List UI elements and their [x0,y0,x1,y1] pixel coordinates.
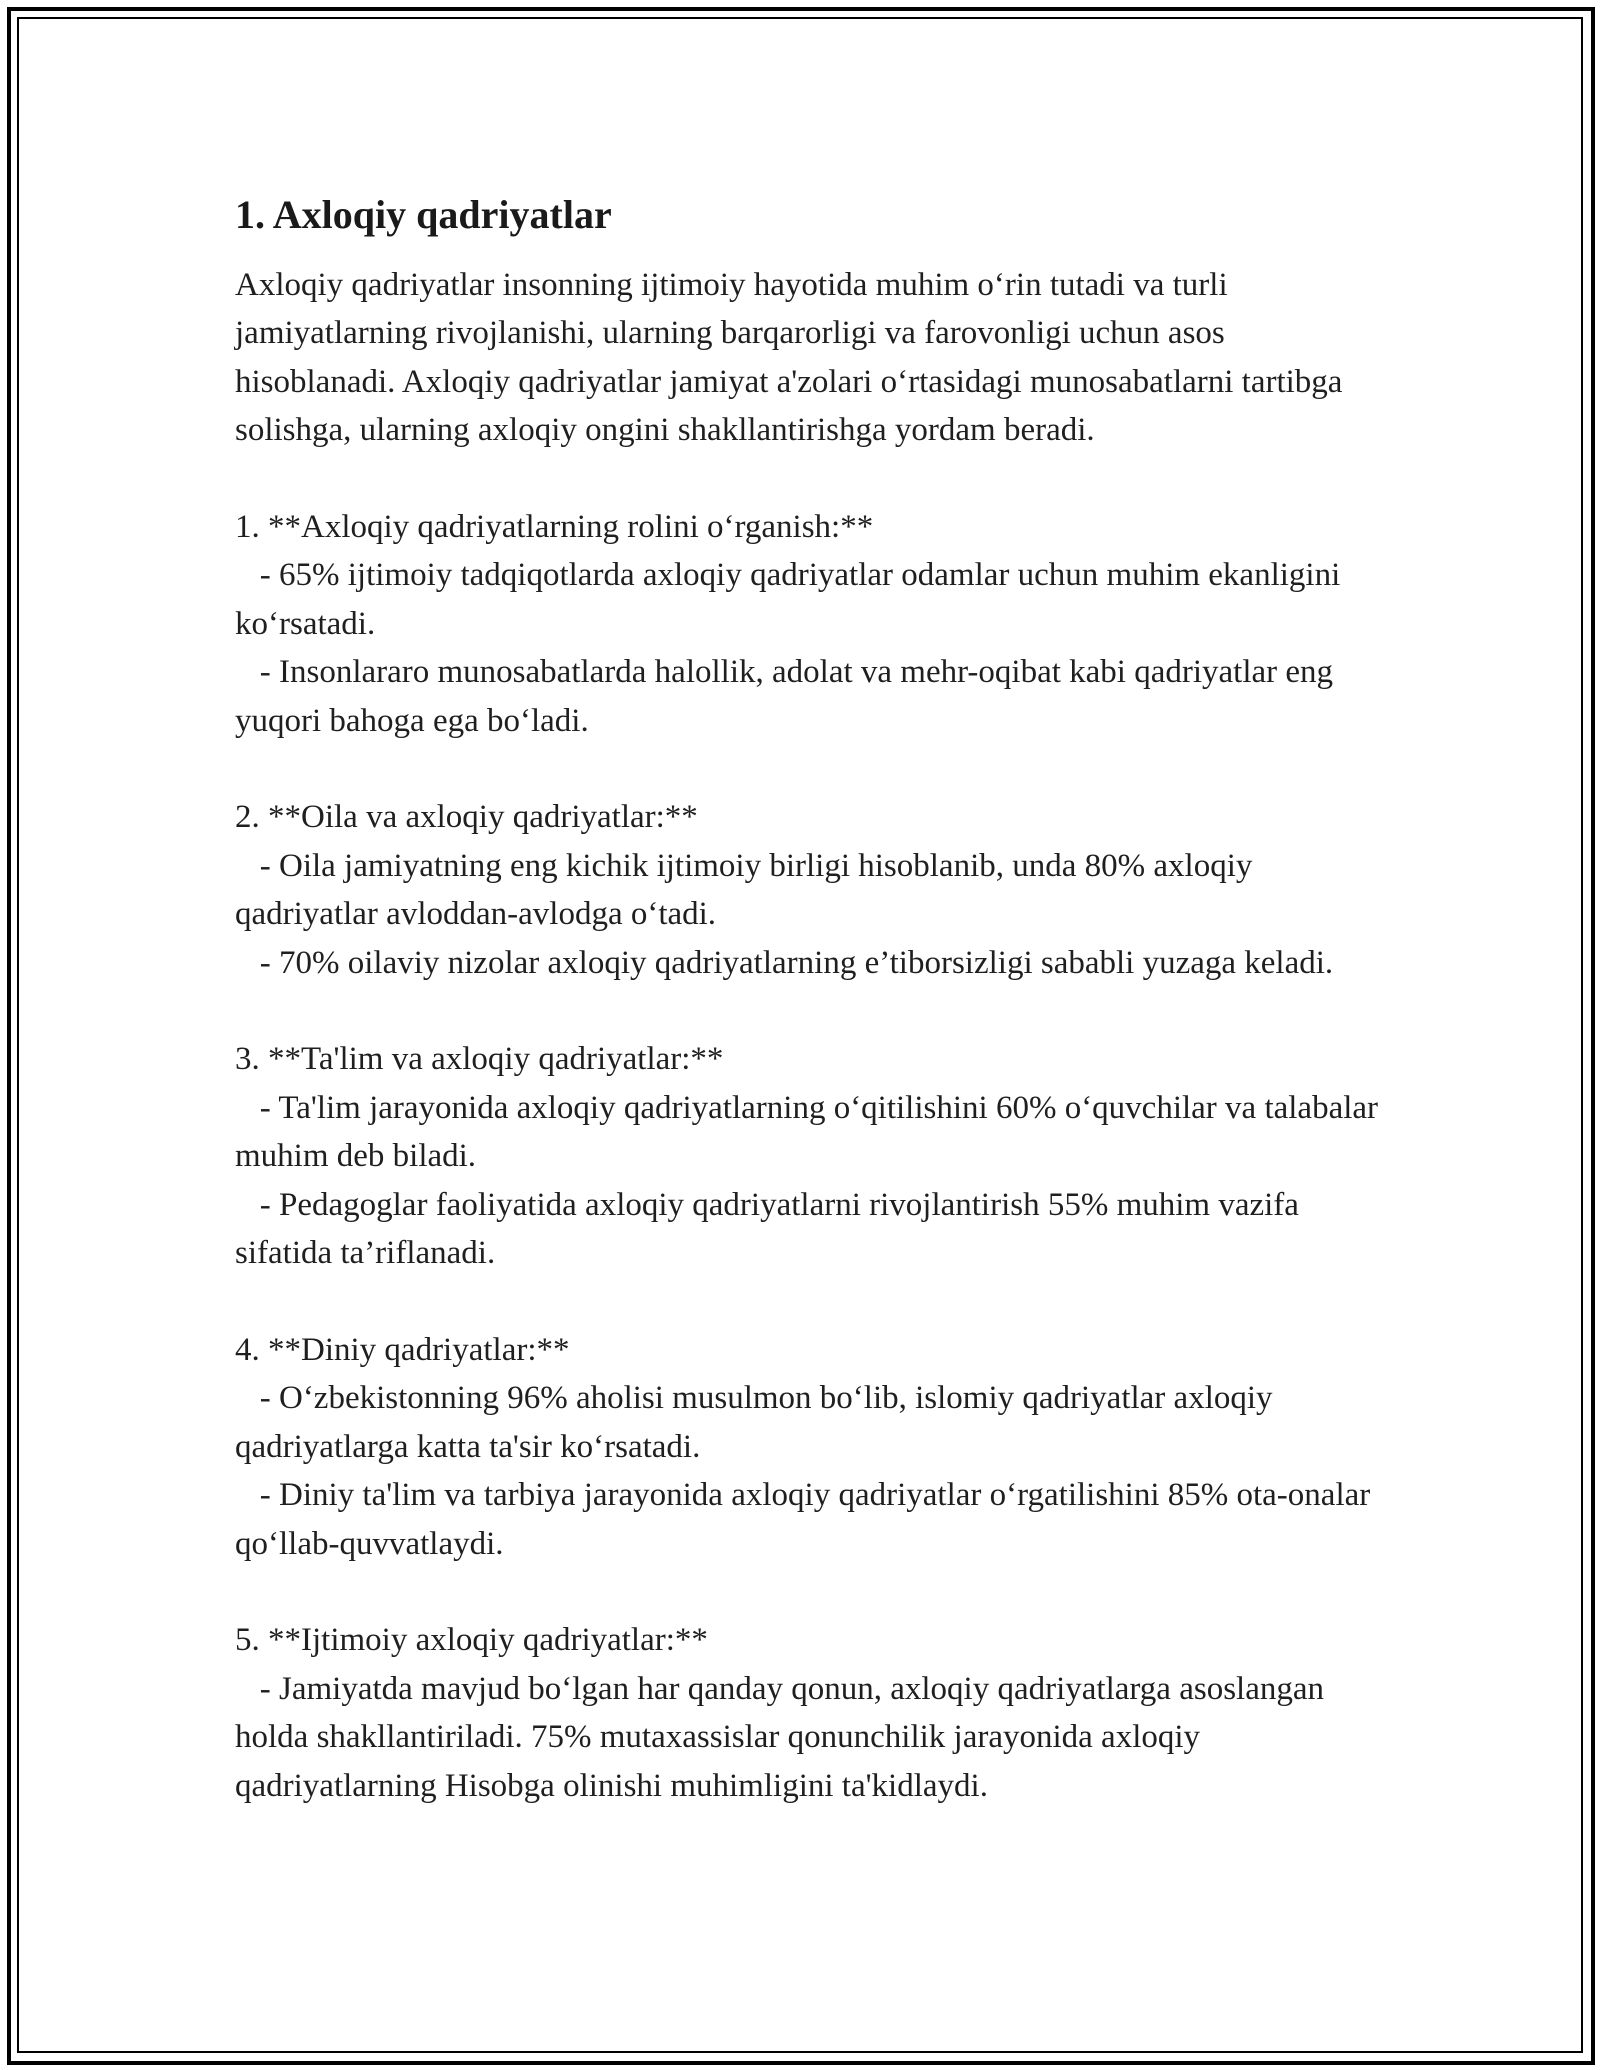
document-body [235,185,1385,1810]
section-3 [235,1035,1385,1277]
section-bullet: - Ta'lim jarayonida axloqiy qadriyatlarning o‘qitilishini 60% o‘quvchilar va talabalar muhim deb biladi. [235,1089,1387,1175]
section-heading: 4. **Diniy qadriyatlar:** [235,1331,570,1368]
section-bullet: - Diniy ta'lim va tarbiya jarayonida axloqiy qadriyatlar o‘rgatilishini 85% ota-onalar qo‘llab-quvvatlaydi. [235,1477,1379,1562]
section-bullet: - Pedagoglar faoliyatida axloqiy qadriyatlarni rivojlantirish 55% muhim vazifa sifatida ta’riflanadi. [235,1186,1308,1272]
section-bullet: - 70% oilaviy nizolar axloqiy qadriyatlarning e’tiborsizligi sababli yuzaga keladi. [235,944,1334,981]
section-heading: 5. **Ijtimoiy axloqiy qadriyatlar:** [235,1622,708,1659]
section-1 [235,503,1385,745]
section-heading: 2. **Oila va axloqiy qadriyatlar:** [235,799,698,836]
document-title: 1. Axloqiy qadriyatlar [235,192,612,237]
section-bullet: - Oila jamiyatning eng kichik ijtimoiy birligi hisoblanib, unda 80% axloqiy qadriyatlar avloddan-avlodga o‘tadi. [235,847,1261,933]
section-bullet: - Jamiyatda mavjud bo‘lgan har qanday qonun, axloqiy qadriyatlarga asoslangan holda shakllantiriladi. 75% mutaxassislar qonunchilik jarayonida axloqiy qadriyatlarning Hisobga olinishi muhimligini ta'kidlaydi. [235,1670,1333,1804]
section-bullet: - Insonlararo munosabatlarda halollik, adolat va mehr-oqibat kabi qadriyatlar eng yuqori bahoga ega bo‘ladi. [235,654,1342,739]
intro-paragraph: Axloqiy qadriyatlar insonning ijtimoiy hayotida muhim o‘rin tutadi va turli jamiyatlarning rivojlanishi, ularning barqarorligi va farovonligi uchun asos hisoblanadi. Axloqiy qadriyatlar jamiyat a'zolari o‘rtasidagi munosabatlarni tartibga solishga, ularning axloqiy ongini shakllantirishga yordam beradi. [235,267,1343,449]
section-4 [235,1326,1385,1568]
section-heading: 3. **Ta'lim va axloqiy qadriyatlar:** [235,1041,724,1078]
section-2 [235,793,1385,987]
section-bullet: - 65% ijtimoiy tadqiqotlarda axloqiy qadriyatlar odamlar uchun muhim ekanligini ko‘rsatadi. [235,557,1349,642]
section-heading: 1. **Axloqiy qadriyatlarning rolini o‘rganish:** [235,509,874,546]
section-5 [235,1616,1385,1810]
section-bullet: - O‘zbekistonning 96% aholisi musulmon bo‘lib, islomiy qadriyatlar axloqiy qadriyatlarga katta ta'sir ko‘rsatadi. [235,1380,1281,1465]
